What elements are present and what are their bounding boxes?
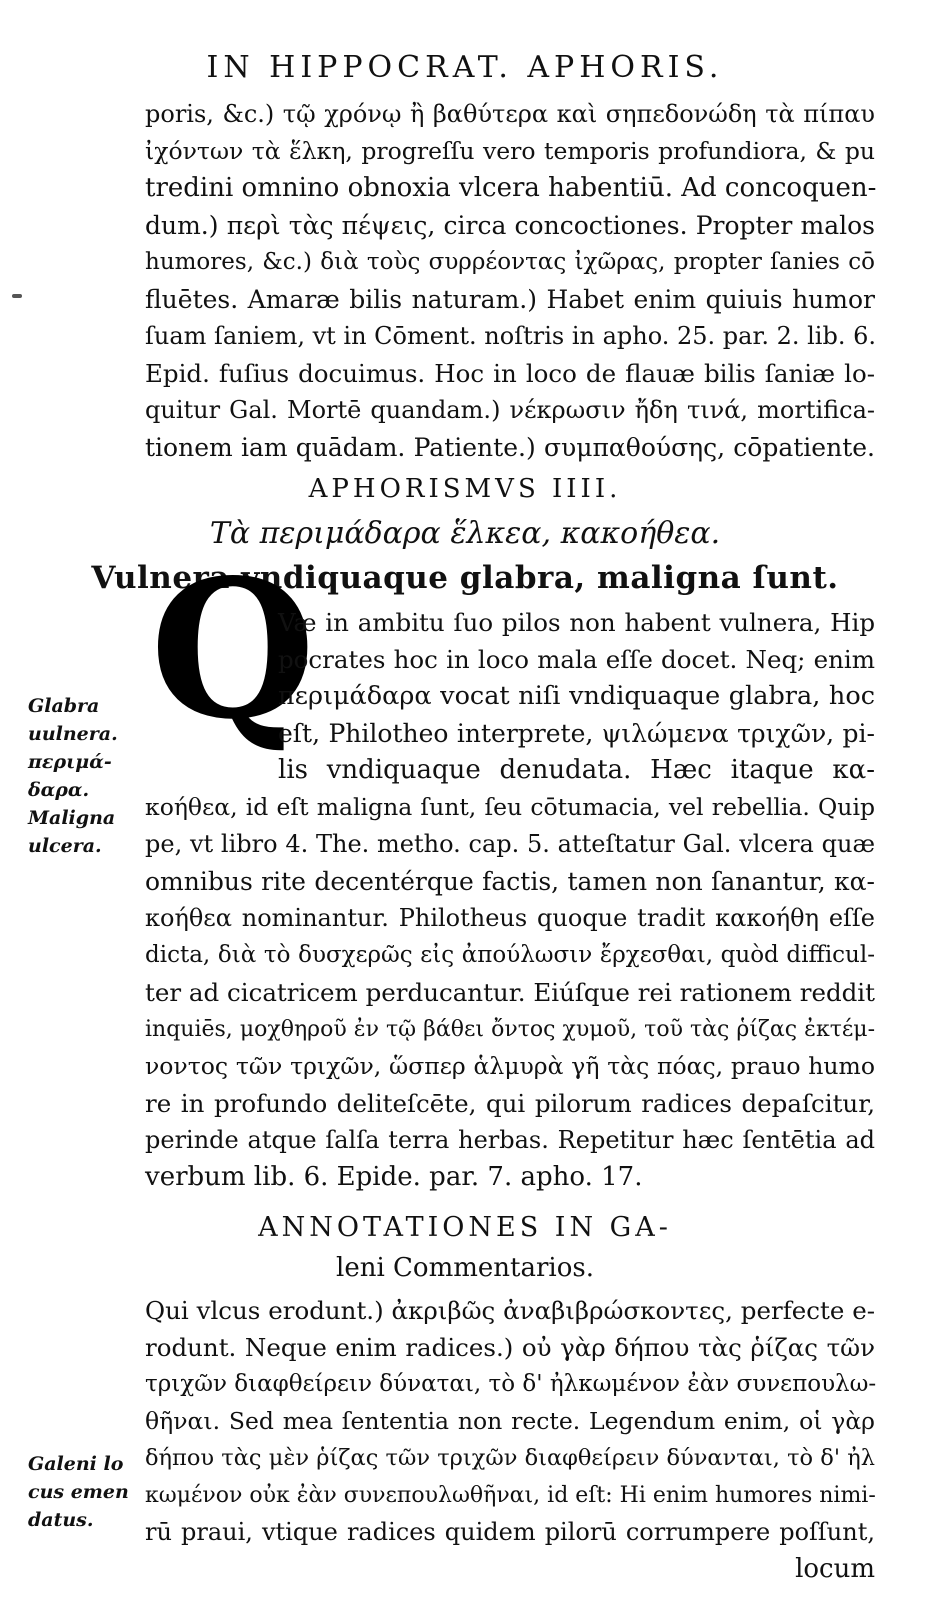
aphorism-latin-text: Vulnera vndiquaque glabra, maligna ſunt. [91, 560, 839, 596]
commentary-line: Epid. fuſius docuimus. Hoc in loco de flauæ bilis ſaniæ lo- [145, 359, 875, 388]
margin-note-line: Glabra [28, 695, 100, 717]
commentary-line: verbum lib. 6. Epide. par. 7. apho. 17. [145, 1162, 643, 1192]
annotation-line: Qui vlcus erodunt.) ἀκριβῶς ἀναβιβρώσκοντες, perfecte e- [145, 1296, 875, 1325]
drop-cap-q: Q [150, 538, 316, 761]
commentary-line: inquiēs, μοχθηροῦ ἐν τῷ βάθει ὄντος χυμοῦ, τοῦ τὰς ῥίζας ἐκτέμ- [145, 1017, 875, 1042]
commentary-line: perinde atque ſalſa terra herbas. Repetitur hæc ſentētia ad [145, 1126, 875, 1154]
commentary-line: humores, &c.) διὰ τοὺς συρρέοντας ἰχῶρας, propter ſanies cō [145, 249, 875, 275]
running-title: IN HIPPOCRAT. APHORIS. [206, 50, 724, 85]
commentary-line: tredini omnino obnoxia vlcera habentiū. Ad concoquen- [145, 173, 877, 203]
commentary-line: κοήθεα, id eſt maligna ſunt, ſeu cōtumacia, vel rebellia. Quip [145, 793, 875, 821]
margin-note-line: περιμά- [28, 751, 112, 773]
catchword: locum [795, 1554, 875, 1584]
margin-note-line: Galeni lo [28, 1453, 124, 1475]
commentary-line: eſt, Philotheo interprete, ψιλώμενα τριχῶν, pi- [278, 719, 875, 748]
commentary-line: ἰχόντων τὰ ἕλκη, progreſſu vero temporis profundiora, & pu [145, 137, 875, 165]
annotation-line: κωμένον οὐκ ἐὰν συνεπουλωθῆναι, id eſt: Hi enim humores nimi- [145, 1483, 876, 1508]
margin-note-galeni [28, 1450, 138, 1534]
margin-note-line: uulnera. [28, 723, 118, 745]
commentary-line: poris, &c.) τῷ χρόνῳ ἢ βαθύτερα καὶ σηπεδονώδη τὰ πίπαυ [145, 100, 875, 128]
commentary-line: pocrates hoc in loco mala eſſe docet. Neq; enim [278, 645, 875, 674]
margin-note-line: datus. [28, 1509, 94, 1531]
commentary-line: dicta, διὰ τὸ δυσχερῶς εἰς ἀπούλωσιν ἔρχεσθαι, quòd difficul- [145, 942, 875, 968]
margin-note-line: cus emen [28, 1481, 129, 1503]
margin-note-line: Maligna [28, 807, 116, 829]
commentary-line: κοήθεα nominantur. Philotheus quoque tradit κακοήθη eſſe [145, 904, 875, 932]
annotations-heading: ANNOTATIONES IN GA- [258, 1212, 672, 1243]
margin-note-glabra [28, 692, 138, 860]
commentary-line: pe, vt libro 4. The. metho. cap. 5. atteſtatur Gal. vlcera quæ [145, 830, 875, 858]
aphorism-greek-text: Τὰ περιμάδαρα ἕλκεα, κακοήθεα. [209, 516, 721, 551]
commentary-line: νοντος τῶν τριχῶν, ὥσπερ ἁλμυρὰ γῆ τὰς πόας, prauo humo [145, 1052, 875, 1080]
annotation-line: δήπου τὰς μὲν ῥίζας τῶν τριχῶν διαφθείρειν δύνανται, τὸ δ' ἠλ [145, 1445, 875, 1471]
aphorism-heading: APHORISMVS IIII. [308, 474, 622, 504]
commentary-line: ſuam ſaniem, vt in Cōment. noſtris in apho. 25. par. 2. lib. 6. [145, 322, 876, 350]
commentary-line: lis vndiquaque denudata. Hæc itaque κα- [278, 755, 875, 785]
margin-note-line: ulcera. [28, 835, 102, 857]
commentary-line: περιμάδαρα vocat niſi vndiquaque glabra, hoc [278, 681, 875, 711]
commentary-line: quitur Gal. Mortē quandam.) νέκρωσιν ἤδη τινά, mortifica- [145, 396, 875, 424]
commentary-line: Væ in ambitu ſuo pilos non habent vulnera, Hip [278, 608, 875, 637]
commentary-line: dum.) περὶ τὰς πέψεις, circa concoctiones. Propter malos [145, 211, 875, 240]
commentary-line: ter ad cicatricem perducantur. Eiúſque rei rationem reddit [145, 978, 875, 1007]
ink-speck [12, 294, 22, 298]
annotation-line: τριχῶν διαφθείρειν δύναται, τὸ δ' ἠλκωμένον ἐὰν συνεπουλω- [145, 1371, 877, 1397]
commentary-line: re in profundo deliteſcēte, qui pilorum radices depaſcitur, [145, 1089, 875, 1118]
annotation-line: θῆναι. Sed mea ſententia non recte. Legendum enim, οἱ γὰρ [145, 1407, 875, 1435]
commentary-line: fluētes. Amaræ bilis naturam.) Habet enim quiuis humor [145, 285, 875, 314]
commentary-line: omnibus rite decentérque factis, tamen non ſanantur, κα- [145, 867, 875, 896]
margin-note-line: δαρα. [28, 779, 90, 801]
annotation-line: rū praui, vtique radices quidem pilorū corrumpere poſſunt, [145, 1518, 875, 1546]
commentary-line: tionem iam quādam. Patiente.) συμπαθούσης, cōpatiente. [145, 433, 875, 462]
annotation-line: rodunt. Neque enim radices.) οὐ γὰρ δήπου τὰς ῥίζας τῶν [145, 1333, 875, 1362]
annotations-subheading: leni Commentarios. [336, 1253, 594, 1283]
